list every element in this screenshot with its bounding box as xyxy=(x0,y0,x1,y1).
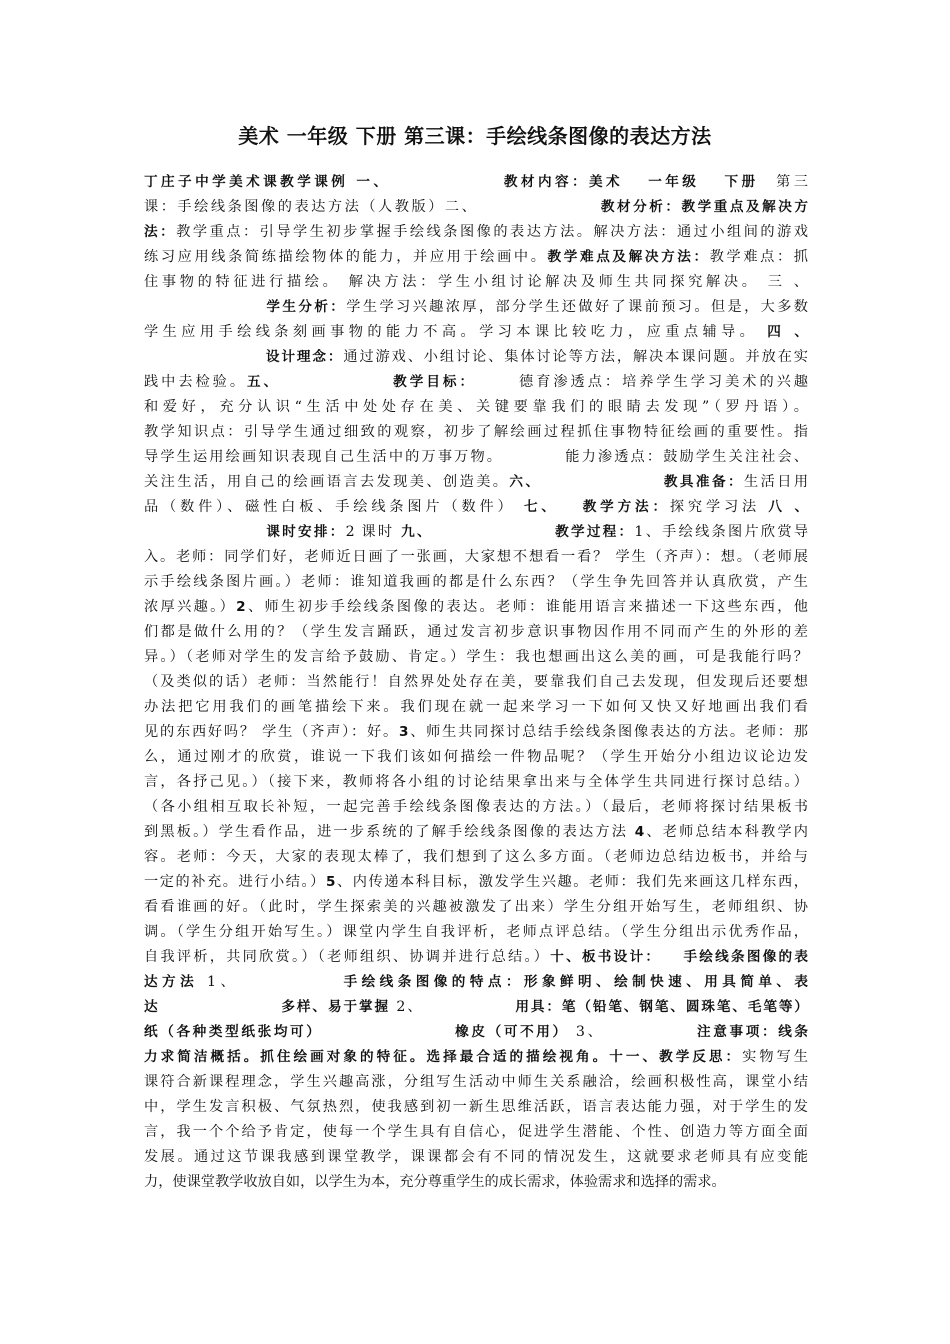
text-line xyxy=(144,445,808,470)
bold-heading-run: 3 xyxy=(398,724,409,740)
text-run: 和爱好，充分认识“生活中处处存在美、关键要靠我们的眼睛去发现”（罗丹语）。 xyxy=(144,399,808,415)
text-line xyxy=(144,270,808,295)
text-run: 么，通过刚才的欣赏，谁说一下我们该如何描绘一件物品呢？（学生开始分小组边议论边发 xyxy=(144,749,808,765)
document-title: 美术 一年级 下册 第三课：手绘线条图像的表达方法 xyxy=(238,124,712,148)
text-line xyxy=(144,245,808,270)
text-run: 教学知识点：引导学生通过细致的观察，初步了解绘画过程抓住事物特征绘画的重要性。指 xyxy=(144,424,808,440)
text-line xyxy=(144,1070,808,1095)
bold-heading-run: 教具准备： xyxy=(661,474,744,490)
text-run: 课符合新课程理念，学生兴趣高涨，分组写生活动中师生关系融洽，绘画积极性高，课堂小结 xyxy=(144,1074,808,1090)
text-run: 异。）（老师对学生的发言给予鼓励、肯定。）学生：我也想画出这么美的画，可是我能行吗？ xyxy=(144,649,808,665)
text-run: 生活日用 xyxy=(743,474,808,490)
text-run: 发展。通过这节课我感到课堂教学，课课都会有不同的情况发生，这就要求老师具有应变能 xyxy=(144,1149,808,1165)
text-run: 通过游戏、小组讨论、集体讨论等方法，解决本课问题。并放在实 xyxy=(343,349,808,365)
text-line xyxy=(144,1020,808,1045)
text-line xyxy=(144,1045,808,1070)
text-line xyxy=(144,545,808,570)
bold-heading-run: 九、 xyxy=(401,524,433,540)
text-line xyxy=(144,770,808,795)
text-run: 浓厚兴趣。） xyxy=(144,599,237,615)
text-line xyxy=(144,570,808,595)
text-run: 实物写生 xyxy=(742,1049,808,1065)
text-run: 关注生活，用自己的绘画语言去发现美、创造美。 xyxy=(144,474,510,490)
bold-heading-run: 五、 xyxy=(247,374,281,390)
text-line xyxy=(144,895,808,920)
bold-heading-run: 注意事项：线条 xyxy=(694,1024,808,1040)
text-run: 德育渗透点：培养学生学习美术的兴趣 xyxy=(516,374,808,390)
bold-heading-run: 十、板书设计： xyxy=(550,949,662,965)
text-run: 容。老师：今天，大家的表现太棒了，我们想到了这么多方面。（老师边总结边板书，并给与 xyxy=(144,849,808,865)
text-line xyxy=(144,995,808,1020)
text-run: 学生应用手绘线条刻画事物的能力不高。学习本课比较吃力，应重点辅导。 xyxy=(144,324,768,340)
bold-heading-run: 手绘线条图像的特点：形象鲜明、绘制快速、用具简单、表 xyxy=(339,974,808,990)
text-run: 探究学习法 xyxy=(669,499,769,515)
text-run: 第三 xyxy=(758,174,808,190)
text-line xyxy=(144,1170,808,1195)
text-line xyxy=(144,1095,808,1120)
text-line xyxy=(144,595,808,620)
text-run: 见的东西好吗？ 学生（齐声）：好。 xyxy=(144,724,399,740)
bold-heading-run: 力求简洁概括。抓住绘画对象的特征。选择最合适的描绘视角。十一、教学反思： xyxy=(144,1049,743,1065)
text-line xyxy=(144,520,808,545)
text-run: （各小组相互取长补短，一起完善手绘线条图像表达的方法。）（最后，老师将探讨结果板书 xyxy=(144,799,808,815)
text-line xyxy=(144,370,808,395)
text-run: 中，学生发言积极、气氛热烈，使我感到初一新生思维活跃，语言表达能力强，对于学生的发 xyxy=(144,1099,808,1115)
text-line xyxy=(144,395,808,420)
text-line xyxy=(144,295,808,320)
bold-heading-run: 橡皮（可不用） xyxy=(452,1024,569,1040)
bold-heading-run: 多样、易于掌握 xyxy=(279,999,390,1015)
text-line xyxy=(144,745,808,770)
text-line xyxy=(144,720,808,745)
text-run: 到黑板。）学生看作品，进一步系统的了解手绘线条图像的表达方法 xyxy=(144,824,635,840)
document-body xyxy=(144,170,808,1195)
text-run: 教学难点：抓 xyxy=(709,249,808,265)
text-run: 2、 xyxy=(389,999,424,1015)
text-line xyxy=(144,170,808,195)
text-run: 办法把它用我们的画笔描绘下来。我们现在就一起来学习一下如何又快又好地画出我们看 xyxy=(144,699,808,715)
text-line xyxy=(144,645,808,670)
text-run: 能力渗透点：鼓励学生关注社会、 xyxy=(563,449,808,465)
text-line xyxy=(144,970,808,995)
text-run: 、师生共同探讨总结手绘线条图像表达的方法。老师：那 xyxy=(408,724,808,740)
bold-heading-run: 教材内容：美术 一年级 下册 xyxy=(500,174,759,190)
text-line xyxy=(144,495,808,520)
bold-heading-run: 纸（各种类型纸张均可） xyxy=(144,1024,323,1040)
bold-heading-run: 2 xyxy=(236,599,246,615)
text-line xyxy=(144,945,808,970)
text-line xyxy=(144,420,808,445)
text-run: 教学重点：引导学生初步掌握手绘线条图像的表达方法。解决方法：通过小组间的游戏 xyxy=(176,224,808,240)
bold-heading-run: 达 xyxy=(144,999,160,1015)
bold-heading-run: 法： xyxy=(144,224,177,240)
text-line xyxy=(144,195,808,220)
text-line xyxy=(144,695,808,720)
text-run: 一定的补充。进行小结。） xyxy=(144,874,326,890)
text-line xyxy=(144,1120,808,1145)
text-run: 调。（学生分组开始写生。）课堂内学生自我评析，老师点评总结。（学生分组出示优秀作品， xyxy=(144,924,808,940)
text-line xyxy=(144,845,808,870)
bold-heading-run: 四 、 xyxy=(767,324,808,340)
bold-heading-run: 教学过程： xyxy=(552,524,635,540)
text-run: 品（数件）、磁性白板、手绘线条图片（数件） xyxy=(144,499,524,515)
text-run: 住事物的特征进行描绘。 解决方法：学生小组讨论解决及师生共同探究解决。 三 、 xyxy=(144,274,808,290)
bold-heading-run: 5 xyxy=(325,874,336,890)
text-run: 们都是做什么用的？（学生发言踊跃，通过发言初步意识事物因作用不同而产生的外形的差 xyxy=(144,624,808,640)
text-run: 2 课时 xyxy=(345,524,402,540)
text-line xyxy=(144,820,808,845)
text-line xyxy=(144,670,808,695)
text-run: 自我评析，共同欣赏。）（老师组织、协调并进行总结。） xyxy=(144,949,551,965)
text-run: 践中去检验。 xyxy=(144,374,248,390)
text-run: 3、 xyxy=(568,1024,605,1040)
text-line xyxy=(144,320,808,345)
text-line xyxy=(144,920,808,945)
text-line xyxy=(144,795,808,820)
text-run: 导学生运用绘画知识表现自己生活中的万事万物。 xyxy=(144,449,504,465)
text-run: 力，使课堂教学收放自如，以学生为本，充分尊重学生的成长需求，体验需求和选择的需求。 xyxy=(144,1174,726,1190)
text-run: （及类似的话）老师：当然能行！自然界处处存在美，要靠我们自己去发现，但发现后还要想 xyxy=(144,674,808,690)
bold-heading-run: 手绘线条图像的表 xyxy=(681,949,808,965)
text-run: 练习应用线条简练描绘物体的能力，并应用于绘画中。 xyxy=(144,249,548,265)
text-run: 、内传递本科目标，激发学生兴趣。老师：我们先来画这几样东西， xyxy=(335,874,808,890)
text-run: 1、手绘线条图片欣赏导 xyxy=(634,524,808,540)
text-line xyxy=(144,870,808,895)
bold-heading-run: 课时安排： xyxy=(264,524,346,540)
bold-heading-run: 教学难点及解决方法： xyxy=(547,249,710,265)
text-run: 言，各抒己见。）（接下来，教师将各小组的讨论结果拿出来与全体学生共同进行探讨总结。） xyxy=(144,774,808,790)
bold-heading-run: 4 xyxy=(634,824,645,840)
text-line xyxy=(144,220,808,245)
text-line xyxy=(144,620,808,645)
text-run: 学生学习兴趣浓厚，部分学生还做好了课前预习。但是，大多数 xyxy=(346,299,808,315)
text-run: 、老师总结本科教学内 xyxy=(644,824,808,840)
bold-heading-run: 七、 xyxy=(523,499,559,515)
bold-heading-run: 达方法 xyxy=(144,974,199,990)
text-line xyxy=(144,470,808,495)
bold-heading-run: 教学方法： xyxy=(578,499,670,515)
bold-heading-run: 用具：笔（铅笔、钢笔、圆珠笔、毛笔等） xyxy=(513,999,808,1015)
bold-heading-run: 设计理念： xyxy=(264,349,344,365)
text-run: 看看谁画的好。（此时，学生探索美的兴趣被激发了出来）学生分组开始写生，老师组织、协 xyxy=(144,899,808,915)
text-line xyxy=(144,345,808,370)
text-run: 言，我一个个给予肯定，使每一个学生具有自信心，促进学生潜能、个性、创造力等方面全面 xyxy=(144,1124,808,1140)
bold-heading-run: 八 、 xyxy=(768,499,808,515)
bold-heading-run: 六、 xyxy=(509,474,542,490)
bold-heading-run: 学生分析： xyxy=(264,299,347,315)
text-run: 、师生初步手绘线条图像的表达。老师：谁能用语言来描述一下这些东西，他 xyxy=(245,599,808,615)
text-run: 示手绘线条图片画。）老师：谁知道我画的都是什么东西？（学生争先回答并认真欣赏，产生 xyxy=(144,574,808,590)
text-run: 1、 xyxy=(198,974,240,990)
text-run: 课：手绘线条图像的表达方法（人教版）二、 xyxy=(144,199,479,215)
text-run: 入。老师：同学们好，老师近日画了一张画，大家想不想看一看？ 学生（齐声）：想。（老师展 xyxy=(144,549,808,565)
bold-heading-run: 教材分析：教学重点及解决方 xyxy=(598,199,808,215)
bold-heading-run: 丁庄子中学美术课教学课例 一、 xyxy=(144,174,391,190)
bold-heading-run: 教学目标： xyxy=(390,374,477,390)
text-line xyxy=(144,1145,808,1170)
